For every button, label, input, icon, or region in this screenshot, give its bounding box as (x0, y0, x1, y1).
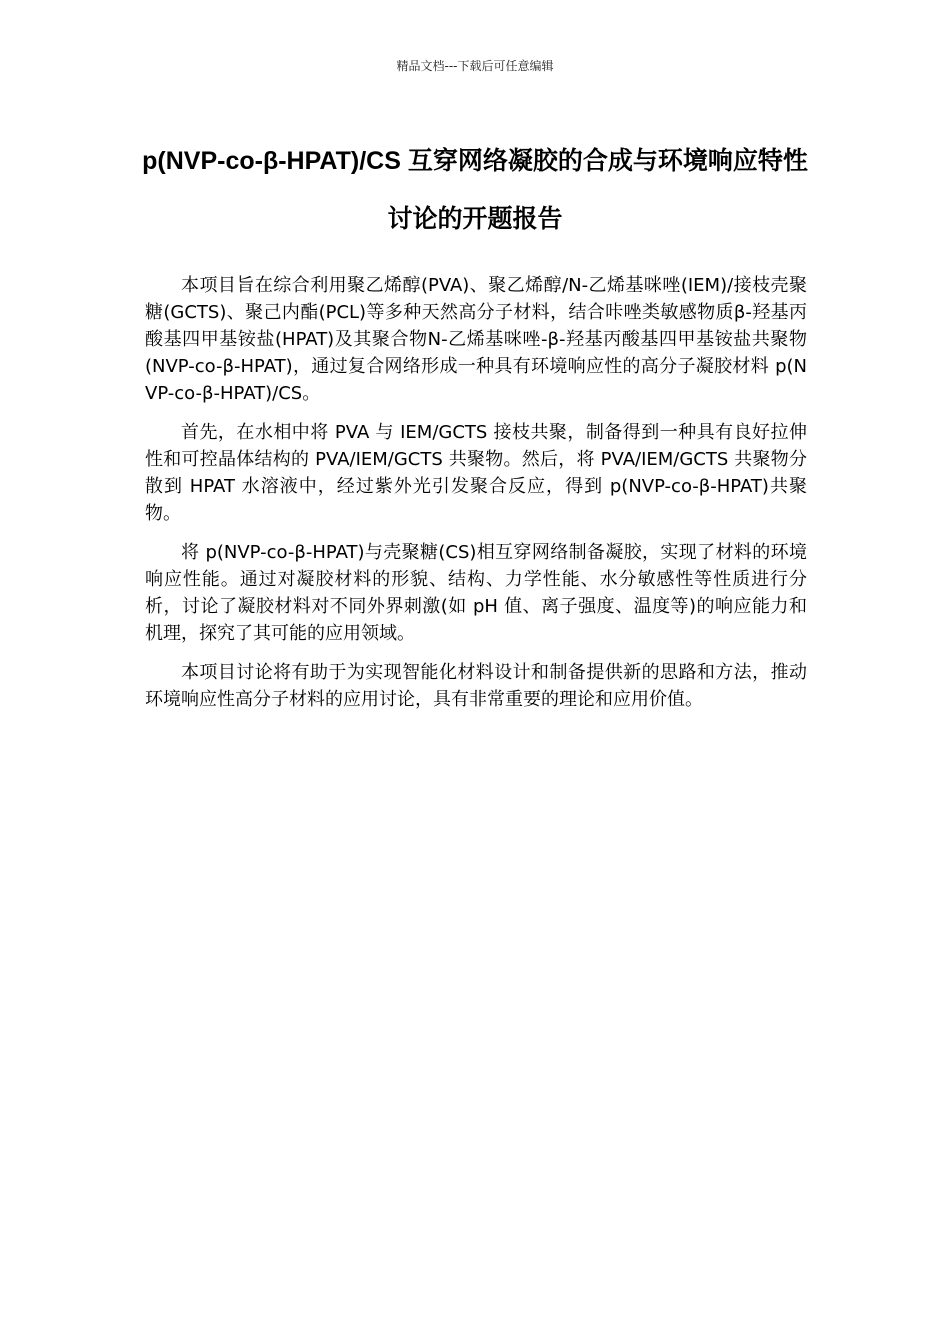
page-header-note: 精品文档---下载后可任意编辑 (396, 59, 554, 73)
body-paragraph: 本项目讨论将有助于为实现智能化材料设计和制备提供新的思路和方法，推动环境响应性高分子材料的应用讨论，具有非常重要的理论和应用价值。 (145, 662, 807, 710)
document-body (145, 272, 807, 725)
body-paragraph: 将 p(NVP-co-β-HPAT)与壳聚糖(CS)相互穿网络制备凝胶，实现了材料的环境响应性能。通过对凝胶材料的形貌、结构、力学性能、水分敏感性等性质进行分析，讨论了凝胶材料对不同外界刺激(如 pH 值、离子强度、温度等)的响应能力和机理，探究了其可能的应用领域。 (145, 542, 807, 644)
body-paragraph: 首先，在水相中将 PVA 与 IEM/GCTS 接枝共聚，制备得到一种具有良好拉伸性和可控晶体结构的 PVA/IEM/GCTS 共聚物。然后，将 PVA/IEM/GCTS 共聚物分散到 HPAT 水溶液中，经过紫外光引发聚合反应，得到 p(NVP-co-β-HPAT)共聚物。 (145, 422, 807, 524)
body-paragraph: 本项目旨在综合利用聚乙烯醇(PVA)、聚乙烯醇/N-乙烯基咪唑(IEM)/接枝壳聚糖(GCTS)、聚己内酯(PCL)等多种天然高分子材料，结合咔唑类敏感物质β-羟基丙酸基四甲基铵盐(HPAT)及其聚合物N-乙烯基咪唑-β-羟基丙酸基四甲基铵盐共聚物(NVP-co-β-HPAT)，通过复合网络形成一种具有环境响应性的高分子凝胶材料 p(NVP-co-β-HPAT)/CS。 (145, 275, 807, 404)
document-title: p(NVP-co-β-HPAT)/CS 互穿网络凝胶的合成与环境响应特性讨论的开题报告 (142, 147, 808, 233)
